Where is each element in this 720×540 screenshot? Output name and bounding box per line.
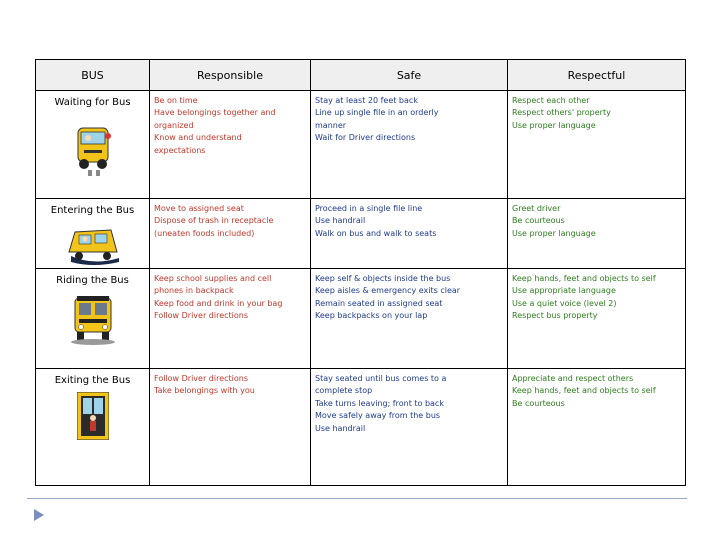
- safe-cell: [311, 91, 508, 199]
- safe-cell: [311, 269, 508, 369]
- responsible-cell: [150, 91, 311, 199]
- expectation-line: Proceed in a single file line: [315, 204, 423, 213]
- row-label: Entering the Bus: [50, 205, 135, 216]
- header-responsible: Responsible: [150, 60, 311, 91]
- header-row: [36, 60, 686, 91]
- school-bus-front-icon: [67, 292, 119, 346]
- safe-cell: [311, 199, 508, 269]
- expectation-line: Appreciate and respect others: [512, 374, 634, 383]
- table-row: [36, 269, 686, 369]
- expectation-line: Respect each other: [512, 96, 590, 105]
- table-row: [36, 369, 686, 486]
- expectation-line: Have belongings together and: [154, 108, 276, 118]
- expectation-line: Keep aisles & emergency exits clear: [315, 286, 461, 296]
- expectation-line: Be courteous: [512, 216, 565, 226]
- expectation-line: Be courteous: [512, 398, 565, 408]
- bus-expectations-table: [35, 59, 686, 486]
- header-safe: Safe: [311, 60, 508, 91]
- expectation-line: Keep self & objects inside the bus: [315, 274, 451, 283]
- expectation-line: complete stop: [315, 386, 373, 396]
- expectation-line: Use proper language: [512, 228, 596, 238]
- expectation-line: phones in backpack: [154, 286, 234, 296]
- expectation-line: Follow Driver directions: [154, 311, 249, 321]
- row-label-cell: [36, 91, 150, 199]
- responsible-cell: [150, 269, 311, 369]
- slide-divider: [27, 498, 687, 499]
- bus-door-exit-icon: [77, 392, 109, 440]
- expectation-line: Respect others' property: [512, 108, 611, 118]
- expectation-line: Take turns leaving; front to back: [315, 398, 444, 408]
- expectation-line: Take belongings with you: [154, 386, 255, 396]
- respectful-cell: [508, 369, 686, 486]
- safe-cell: [311, 369, 508, 486]
- expectation-line: Walk on bus and walk to seats: [315, 228, 437, 238]
- expectation-line: Keep hands, feet and objects to self: [512, 386, 656, 396]
- expectation-line: Use handrail: [315, 216, 366, 226]
- expectation-line: Stay seated until bus comes to a: [315, 374, 447, 383]
- expectation-line: organized: [154, 120, 194, 130]
- respectful-cell: [508, 199, 686, 269]
- expectation-line: Keep backpacks on your lap: [315, 311, 428, 321]
- expectation-line: Use a quiet voice (level 2): [512, 298, 617, 308]
- expectation-line: Know and understand: [154, 133, 242, 143]
- expectation-line: expectations: [154, 145, 206, 155]
- expectation-line: Keep hands, feet and objects to self: [512, 274, 656, 283]
- row-label-cell: [36, 269, 150, 369]
- table-row: [36, 91, 686, 199]
- expectation-line: Wait for Driver directions: [315, 133, 416, 143]
- expectation-line: Greet driver: [512, 204, 561, 213]
- expectation-line: (uneaten foods included): [154, 228, 255, 238]
- expectation-line: Be on time: [154, 96, 198, 105]
- expectation-line: Remain seated in assigned seat: [315, 298, 443, 308]
- expectation-line: Keep food and drink in your bag: [154, 298, 283, 308]
- bus-with-driver-icon: [65, 222, 121, 268]
- row-label-cell: [36, 199, 150, 269]
- row-label: Riding the Bus: [56, 275, 129, 286]
- expectation-line: Stay at least 20 feet back: [315, 96, 418, 105]
- expectation-line: Move to assigned seat: [154, 204, 244, 213]
- expectation-line: Respect bus property: [512, 311, 598, 321]
- row-label: Waiting for Bus: [54, 97, 131, 108]
- expectation-line: Dispose of trash in receptacle: [154, 216, 274, 226]
- expectation-line: Use proper language: [512, 120, 596, 130]
- respectful-cell: [508, 91, 686, 199]
- responsible-cell: [150, 369, 311, 486]
- cartoon-bus-icon: [70, 114, 116, 176]
- expectation-line: Use handrail: [315, 423, 366, 433]
- expectation-line: Line up single file in an orderly: [315, 108, 439, 118]
- expectation-line: Use appropriate language: [512, 286, 616, 296]
- responsible-cell: [150, 199, 311, 269]
- expectation-line: Follow Driver directions: [154, 374, 249, 383]
- play-icon[interactable]: [34, 509, 44, 521]
- header-respectful: Respectful: [508, 60, 686, 91]
- respectful-cell: [508, 269, 686, 369]
- header-bus: BUS: [36, 60, 150, 91]
- expectation-line: manner: [315, 120, 347, 130]
- expectation-line: Move safely away from the bus: [315, 411, 441, 421]
- expectation-line: Keep school supplies and cell: [154, 274, 272, 283]
- row-label: Exiting the Bus: [54, 375, 131, 386]
- row-label-cell: [36, 369, 150, 486]
- table-row: [36, 199, 686, 269]
